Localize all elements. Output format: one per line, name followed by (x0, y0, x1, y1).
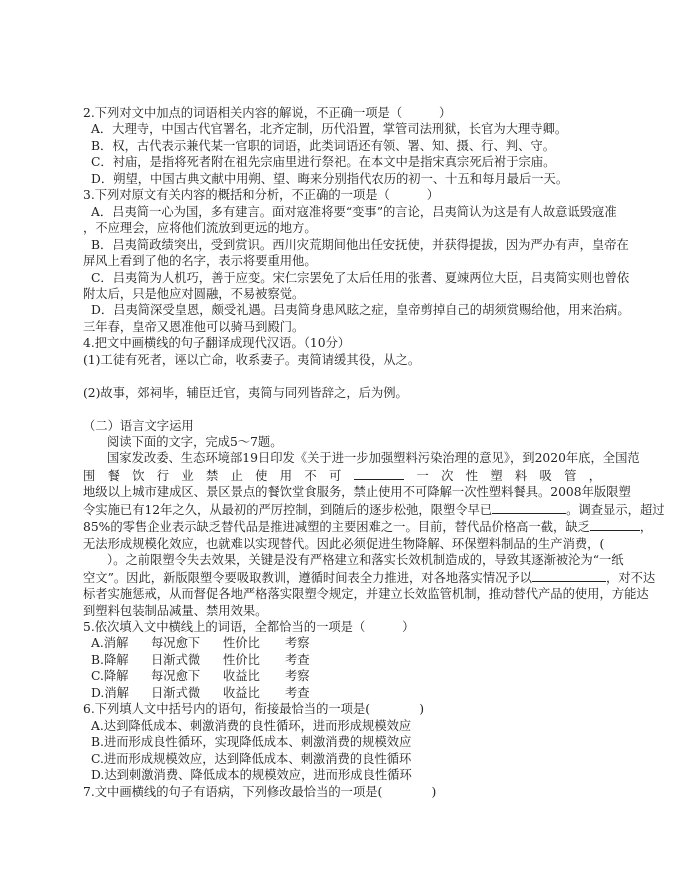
passage-text: ， (639, 520, 653, 535)
option-text: 考查 (285, 652, 310, 667)
option-text: C.降解 (91, 669, 129, 684)
q6-option-c: C.进而形成规模效应，达到降低成本、刺激消费的良性循环 (91, 751, 412, 766)
q3-option-c-cont: 附太后，只是他应对圆融，不易被察觉。 (83, 286, 305, 301)
q3-option-d-cont: 三年春，皇帝又恩准他可以骑马到殿门。 (83, 319, 305, 334)
q4-sentence-1: (1)工徒有死者，诬以亡命，收系妻子。夷简请缓其役，从之。 (83, 352, 421, 367)
question-6-stem: 6.下列填人文中括号内的语句，衔接最恰当的一项是( ) (83, 702, 425, 717)
q3-option-b: B．吕夷简政绩突出，受到赏识。西川灾荒期间他出任安抚使，并获得提拔，因为严办有声，皇帝在 (91, 237, 629, 252)
option-text: 日渐式微 (151, 685, 201, 700)
q6-option-b: B.进而形成良性循环，实现降低成本、刺激消费的规模效应 (91, 735, 412, 750)
passage-text: 一 次 性 塑 料 吸 管 ， (416, 468, 601, 483)
passage-line: 到塑料包装制品减量、禁用效果。 (83, 603, 268, 618)
q3-option-a-cont: ，不应理会，应将他们流放到更远的地方。 (83, 221, 317, 236)
fill-blank-3 (590, 518, 640, 531)
option-text: 收益比 (223, 685, 260, 700)
passage-line (83, 518, 653, 535)
question-5-stem: 5.依次填入文中横线上的词语，全都恰当的一项是（ ） (83, 620, 415, 635)
q5-option-b (83, 652, 601, 668)
q6-option-d: D.达到刺激消费、降低成本的规模效应，进而形成良性循环 (91, 768, 412, 783)
passage-text: 。调查显示，超过 (566, 502, 665, 517)
passage-line: 国家发改委、生态环境部19日印发《关于进一步加强塑料污染治理的意见》，到2020年底，全国范 (107, 451, 640, 466)
q3-option-d: D．吕夷简深受皇恩，颇受礼遇。吕夷简身患风眩之症，皇帝剪掉自己的胡须赏赐给他，用来治病。 (91, 303, 630, 318)
option-text: 每况愈下 (151, 636, 201, 651)
fill-blank-2 (492, 501, 566, 514)
option-text: 收益比 (223, 669, 260, 684)
fill-blank-4 (532, 569, 606, 582)
exam-page (83, 105, 665, 800)
option-text: D.消解 (91, 685, 129, 700)
option-text: 考查 (285, 685, 310, 700)
q2-option-b: B．权，古代表示兼代某一官职的词语，此类词语还有领、署、知、摄、行、判、守。 (91, 138, 556, 153)
passage-text: 令实施已有12年之久，从最初的严厉控制，到随后的逐步松弛，限塑令早已 (83, 502, 493, 517)
q5-option-a (83, 635, 601, 651)
q5-option-c (83, 668, 601, 684)
q2-option-d: D．朔望，中国古典文献中用朔、望、晦来分别指代农历的初一、十五和每月最后一天。 (91, 171, 569, 186)
q5-option-d (83, 685, 601, 701)
option-text: 考察 (285, 636, 310, 651)
passage-text: 85%的零售企业表示缺乏替代品是推进减塑的主要困难之一。目前，替代品价格高一截，缺乏 (83, 520, 590, 535)
passage-line (83, 569, 656, 586)
passage-line (83, 501, 665, 518)
option-text: 性价比 (223, 636, 260, 651)
q3-option-a: A．吕夷简一心为国，多有建言。面对寇准将要“变事”的言论，吕夷简认为这是有人故意诋毁寇准 (91, 204, 617, 219)
q3-option-b-cont: 屏风上看到了他的名字，表示将要重用他。 (83, 254, 317, 269)
passage-line (83, 467, 601, 484)
fill-blank-1 (354, 467, 404, 480)
passage-text: ，对不达 (605, 570, 656, 585)
question-2-stem: 2.下列对文中加点的词语相关内容的解说，不正确一项是（ ） (83, 106, 452, 120)
passage-text: 围 餐 饮 行 业 禁 止 使 用 不 可 (83, 468, 342, 483)
q4-sentence-2: (2)故事，郊祠毕，辅臣迁官，夷简与同列皆辞之，后为例。 (83, 385, 408, 400)
section-title: （二）语言文字运用 (83, 418, 194, 433)
section-intro: 阅读下面的文字，完成5～7题。 (107, 435, 283, 450)
question-3-stem: 3.下列对原文有关内容的概括和分析，不正确的一项是（ ） (83, 188, 440, 203)
option-text: 每况愈下 (151, 669, 201, 684)
passage-line: 地级以上城市建成区、景区景点的餐饮堂食服务，禁止使用不可降解一次性塑料餐具。2008年版限塑 (83, 485, 631, 500)
passage-line: ）。之前限塑令失去效果，关键是没有严格建立和落实长效机制造成的，导致其逐渐被沦为“一纸 (107, 553, 624, 568)
option-text: B.降解 (91, 652, 129, 667)
option-text: 考察 (285, 669, 310, 684)
option-text: A.消解 (91, 636, 129, 651)
option-text: 性价比 (223, 652, 260, 667)
q6-option-a: A.达到降低成本、刺激消费的良性循环，进而形成规模效应 (91, 718, 412, 733)
passage-line: 无法形成规模化效应，也就难以实现替代。因此必须促进生物降解、环保塑料制品的生产消费，( (83, 536, 605, 551)
q2-option-c: C．衬庙，是指将死者附在祖先宗庙里进行祭祀。在本文中是指宋真宗死后袝于宗庙。 (91, 155, 556, 170)
q2-option-a: A．大理寺，中国古代官署名，北齐定制，历代沿置，掌管司法刑狱，长官为大理寺卿。 (91, 122, 568, 137)
q3-option-c: C．吕夷简为人机巧，善于应变。宋仁宗罢免了太后任用的张耆、夏竦两位大臣，吕夷简实则也曾依 (91, 270, 630, 285)
passage-text: 空文”。因此，新版限塑令要吸取教训，遵循时间表全力推进，对各地落实情况予以 (83, 570, 532, 585)
question-7-stem: 7.文中画横线的句子有语病，下列修改最恰当的一项是( ) (83, 784, 437, 799)
option-text: 日渐式微 (151, 652, 201, 667)
passage-line: 标者实施惩戒，从而督促各地严格落实限塑令规定，并建立长效监管机制，推动替代产品的使用，方能达 (83, 587, 649, 602)
question-4-stem: 4.把文中画横线的句子翻译成现代汉语。（10分） (83, 336, 351, 351)
